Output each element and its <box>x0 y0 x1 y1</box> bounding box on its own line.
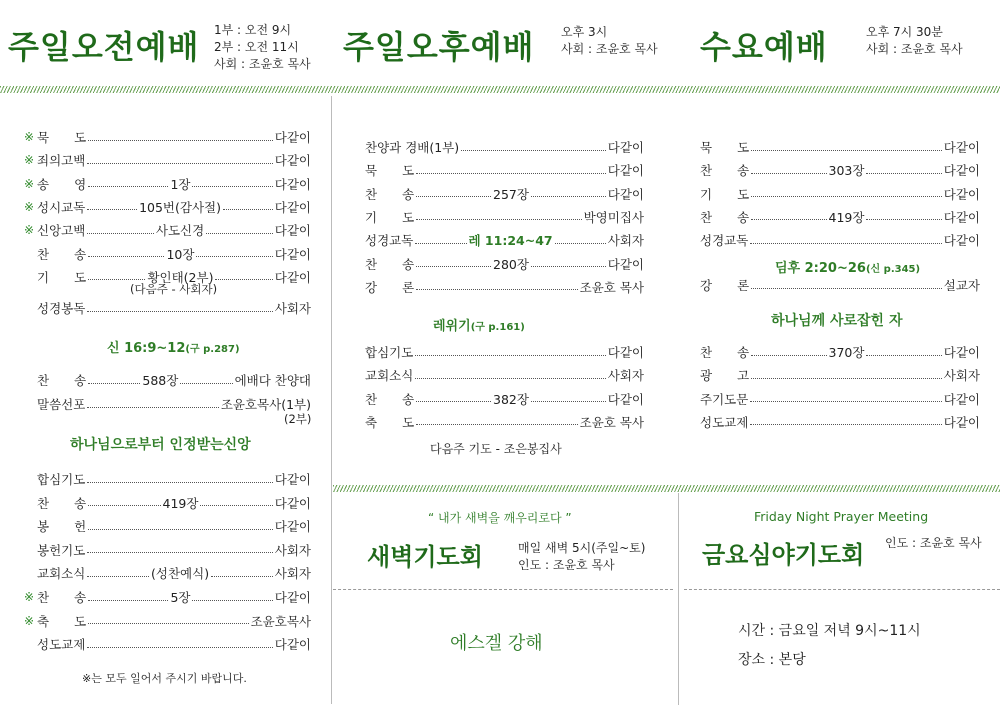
dot-leader <box>416 173 606 174</box>
morning-sermon-title: 하나님으로부터 인정받는신앙 <box>70 437 251 453</box>
order-item-leader: 설교자 <box>943 278 980 293</box>
order-item-label: 강 론 <box>700 278 750 293</box>
afternoon-sermon-ref: (구 p.161) <box>470 322 525 333</box>
afternoon-info-line: 오후 3시 <box>561 25 608 39</box>
order-item-label: 찬 송 <box>37 373 87 388</box>
wednesday-scripture-text: 딤후 2:20~26 <box>775 261 866 276</box>
afternoon-next-prayer: 다음주 기도 - 조은봉집사 <box>430 442 562 456</box>
standing-mark: ※ <box>24 199 35 214</box>
order-item-label: 성경교독 <box>365 233 414 249</box>
order-row <box>700 207 980 227</box>
order-item-leader: 다같이 <box>943 345 981 360</box>
order-item-label: 기 도 <box>365 209 415 225</box>
standing-mark: ※ <box>24 130 35 144</box>
order-row <box>700 342 980 362</box>
order-item-label: 말씀선포 <box>37 397 86 412</box>
order-item-detail: 419장 <box>162 495 199 511</box>
dot-leader <box>750 424 941 425</box>
order-item-label: 성도교제 <box>700 414 749 430</box>
order-item-leader: 다같이 <box>607 140 644 155</box>
order-item-leader: 다같이 <box>607 345 644 360</box>
order-row <box>24 244 311 264</box>
order-item-leader: 다같이 <box>607 391 645 407</box>
order-row <box>365 389 644 409</box>
order-item-leader: 다같이 <box>274 519 311 535</box>
morning-service-info <box>214 22 311 73</box>
order-item-label: 찬 송 <box>365 256 415 272</box>
order-row <box>700 230 980 250</box>
order-row <box>365 230 644 250</box>
order-item-label: 교회소식 <box>37 566 86 582</box>
order-item-leader: 조윤호목사 <box>250 613 311 629</box>
dot-leader <box>750 401 941 402</box>
order-row <box>365 137 644 157</box>
order-item-leader: 조윤호 목사 <box>579 279 644 295</box>
order-row <box>24 394 311 414</box>
order-item-leader: 다같이 <box>274 223 312 239</box>
dot-leader <box>555 243 606 244</box>
morning-info-line: 1부 : 오전 9시 <box>214 23 292 37</box>
order-row <box>365 254 644 274</box>
order-item-leader: 사회자 <box>607 368 644 384</box>
order-item-leader: 사회자 <box>607 233 645 249</box>
wednesday-info-line: 오후 7시 30분 <box>866 25 943 39</box>
dot-leader <box>87 647 272 648</box>
order-row <box>24 611 311 631</box>
order-item-label: 신앙고백 <box>37 223 86 239</box>
order-row <box>24 197 311 217</box>
order-item-leader: 다같이 <box>274 472 311 487</box>
header-divider <box>0 86 1000 93</box>
afternoon-service-title: 주일오후예배 <box>343 28 535 66</box>
second-service-note: (2부) <box>284 412 312 426</box>
morning-scripture-ref: (구 p.287) <box>185 344 240 355</box>
dot-leader <box>88 600 168 601</box>
order-row <box>700 137 980 157</box>
dot-leader <box>87 552 272 553</box>
afternoon-sermon-title: 레위기 <box>433 319 471 334</box>
order-row <box>24 516 311 536</box>
order-item-label: 찬 송 <box>365 186 415 202</box>
dot-leader <box>215 279 272 280</box>
dot-leader <box>415 243 466 244</box>
order-item-label: 찬 송 <box>700 209 750 225</box>
order-row <box>24 174 311 194</box>
order-item-label: 봉헌기도 <box>37 542 86 558</box>
dot-leader <box>531 401 606 402</box>
dot-leader <box>87 233 154 234</box>
order-row <box>24 540 311 560</box>
order-row <box>24 493 311 513</box>
dot-leader <box>87 482 272 483</box>
order-item-label: 교회소식 <box>365 368 414 384</box>
order-item-leader: 사회자 <box>274 301 311 316</box>
order-item-label: 묵 도 <box>700 140 750 155</box>
order-item-leader: 다같이 <box>274 199 311 215</box>
dot-leader <box>531 266 606 267</box>
morning-info-line: 사회 : 조윤호 목사 <box>214 57 311 71</box>
friday-prayer-title: 금요심야기도회 <box>702 541 865 569</box>
order-item-detail: 10장 <box>166 246 195 262</box>
order-row <box>24 150 311 170</box>
dot-leader <box>416 289 577 290</box>
order-item-leader: 다같이 <box>274 637 311 653</box>
bottom-divider <box>333 485 1000 492</box>
order-row <box>24 563 311 583</box>
standing-mark: ※ <box>24 153 35 168</box>
friday-leader: 인도 : 조윤호 목사 <box>885 536 982 550</box>
dot-leader <box>416 424 577 425</box>
order-item-leader: 박영미집사 <box>583 209 644 225</box>
order-item-label: 기 도 <box>37 269 87 285</box>
order-row <box>24 220 311 240</box>
order-item-label: 축 도 <box>365 414 415 430</box>
order-item-leader: 다같이 <box>274 495 312 511</box>
dot-leader <box>531 196 606 197</box>
order-item-leader: 조윤호목사(1부) <box>220 397 311 412</box>
dawn-info-line: 매일 새벽 5시(주일~토) <box>518 541 646 555</box>
afternoon-service-info <box>561 24 658 58</box>
order-item-detail: 사도신경 <box>155 223 205 239</box>
order-item-leader: 사회자 <box>274 566 312 582</box>
order-item-leader: 다같이 <box>274 176 312 192</box>
dot-leader <box>88 140 273 141</box>
order-row <box>24 127 311 147</box>
afternoon-info-line: 사회 : 조윤호 목사 <box>561 42 658 56</box>
order-item-detail: 280장 <box>493 256 529 272</box>
order-item-leader: 다같이 <box>607 163 644 179</box>
dot-leader <box>88 256 164 257</box>
wednesday-scripture-ref: (신 p.345) <box>865 264 921 275</box>
friday-subtitle: Friday Night Prayer Meeting <box>754 509 929 524</box>
wednesday-info-line: 사회 : 조윤호 목사 <box>866 42 963 56</box>
order-item-leader: 다같이 <box>607 256 645 272</box>
dot-leader <box>751 196 942 197</box>
friday-time: 시간 : 금요일 저녁 9시~11시 <box>738 623 921 639</box>
dot-leader <box>751 355 826 356</box>
order-item-label: 성경교독 <box>700 233 749 249</box>
morning-scripture <box>107 337 240 356</box>
dot-leader <box>416 266 491 267</box>
order-item-leader: 다같이 <box>274 130 311 145</box>
dot-leader <box>200 505 272 506</box>
dot-leader <box>88 505 160 506</box>
order-row <box>365 412 644 432</box>
friday-dashed-divider <box>684 589 1000 590</box>
dawn-prayer-info <box>518 540 645 574</box>
dot-leader <box>206 233 273 234</box>
order-item-detail: 370장 <box>828 345 865 360</box>
order-item-leader: 다같이 <box>943 414 980 430</box>
order-item-detail: 105번(감사절) <box>139 199 221 215</box>
standing-footnote: ※는 모두 일어서 주시기 바랍니다. <box>82 672 247 685</box>
order-row <box>24 370 311 390</box>
dot-leader <box>415 378 605 379</box>
order-row <box>24 298 311 318</box>
order-row <box>365 160 644 180</box>
morning-info-line: 2부 : 오전 11시 <box>214 40 299 54</box>
dawn-quote: “ 내가 새벽을 깨우리로다 ” <box>428 511 572 525</box>
order-item-detail: 419장 <box>828 209 865 225</box>
order-item-label: 성경봉독 <box>37 301 86 316</box>
order-item-leader: 다같이 <box>943 186 980 202</box>
order-item-leader: 다같이 <box>943 391 980 407</box>
dawn-info-line: 인도 : 조윤호 목사 <box>518 558 615 572</box>
dot-leader <box>88 529 273 530</box>
order-item-label: 광 고 <box>700 368 750 384</box>
order-item-label: 합심기도 <box>365 345 414 360</box>
dot-leader <box>87 209 137 210</box>
order-item-label: 묵 도 <box>37 130 87 145</box>
order-row <box>365 277 644 297</box>
order-item-detail: 382장 <box>493 391 529 407</box>
order-item-leader: 다같이 <box>274 590 312 605</box>
dawn-dashed-divider <box>333 589 673 590</box>
order-item-leader: 다같이 <box>274 246 311 262</box>
order-row <box>365 184 644 204</box>
order-item-label: 주기도문 <box>700 391 749 407</box>
order-row <box>700 275 980 295</box>
dot-leader <box>87 576 149 577</box>
dawn-prayer-title: 새벽기도회 <box>367 543 483 571</box>
dot-leader <box>87 311 272 312</box>
dot-leader <box>416 401 491 402</box>
column-divider-left <box>331 96 332 704</box>
order-item-leader: 다같이 <box>274 269 311 285</box>
dot-leader <box>751 219 826 220</box>
dot-leader <box>750 243 941 244</box>
wednesday-sermon-title: 하나님께 사로잡힌 자 <box>771 313 903 329</box>
order-item-leader: 다같이 <box>943 209 981 225</box>
order-row <box>24 587 311 607</box>
order-item-detail: (성찬예식) <box>151 566 210 582</box>
morning-scripture-text: 신 16:9~12 <box>107 341 186 356</box>
dot-leader <box>192 600 272 601</box>
order-item-label: 죄의고백 <box>37 153 86 169</box>
order-item-label: 봉 헌 <box>37 519 87 535</box>
dot-leader <box>751 150 942 151</box>
dot-leader <box>751 288 942 289</box>
order-item-label: 합심기도 <box>37 472 86 487</box>
order-row <box>700 389 980 409</box>
dawn-topic: 에스겔 강해 <box>450 633 543 654</box>
order-item-leader: 사회자 <box>274 542 311 558</box>
order-item-label: 찬 송 <box>700 345 750 360</box>
order-item-label: 기 도 <box>700 186 750 202</box>
order-item-leader: 사회자 <box>943 368 980 384</box>
dot-leader <box>87 163 272 164</box>
order-row <box>24 634 311 654</box>
prayer-next-note: (다음주 - 사회자) <box>130 282 218 296</box>
order-row <box>700 160 980 180</box>
column-divider-bottom <box>678 493 679 705</box>
order-item-leader: 다같이 <box>274 153 311 169</box>
order-item-label: 송 영 <box>37 176 87 192</box>
order-item-detail: 588장 <box>142 373 179 388</box>
order-item-label: 찬 송 <box>365 391 415 407</box>
order-row <box>24 469 311 489</box>
dot-leader <box>192 186 272 187</box>
order-row <box>365 207 644 227</box>
order-item-label: 찬양과 경배(1부) <box>365 140 460 155</box>
dot-leader <box>88 186 168 187</box>
afternoon-sermon <box>433 315 525 334</box>
morning-service-title: 주일오전예배 <box>8 28 200 66</box>
order-item-leader: 다같이 <box>943 233 980 249</box>
dot-leader <box>866 219 941 220</box>
dot-leader <box>416 219 581 220</box>
dot-leader <box>415 355 605 356</box>
dot-leader <box>88 623 248 624</box>
order-row <box>700 365 980 385</box>
friday-place: 장소 : 본당 <box>738 652 806 668</box>
order-item-leader: 에배다 찬양대 <box>234 373 311 388</box>
dot-leader <box>461 150 606 151</box>
standing-mark: ※ <box>24 590 35 604</box>
order-item-detail: 257장 <box>493 186 529 202</box>
standing-mark: ※ <box>24 223 35 238</box>
dot-leader <box>416 196 491 197</box>
order-item-label: 성도교제 <box>37 637 86 653</box>
order-item-label: 묵 도 <box>365 163 415 179</box>
dot-leader <box>866 173 941 174</box>
dot-leader <box>751 173 826 174</box>
dot-leader <box>751 378 942 379</box>
order-item-detail: 303장 <box>828 163 865 179</box>
order-item-detail: 황인태(2부) <box>147 269 214 285</box>
order-row <box>700 412 980 432</box>
dot-leader <box>866 355 941 356</box>
order-item-detail: 1장 <box>170 176 191 192</box>
wednesday-service-info <box>866 24 963 58</box>
dot-leader <box>211 576 273 577</box>
order-item-leader: 다같이 <box>943 163 981 179</box>
order-row <box>700 184 980 204</box>
order-item-label: 찬 송 <box>37 590 87 605</box>
order-item-label: 찬 송 <box>700 163 750 179</box>
order-item-label: 성시교독 <box>37 199 86 215</box>
dot-leader <box>180 383 232 384</box>
dot-leader <box>87 407 219 408</box>
wednesday-scripture <box>775 257 920 276</box>
order-item-label: 축 도 <box>37 613 87 629</box>
order-row <box>365 365 644 385</box>
order-item-leader: 다같이 <box>607 186 645 202</box>
standing-mark: ※ <box>24 176 35 191</box>
wednesday-service-title: 수요예배 <box>700 28 828 66</box>
order-item-detail: 레 11:24~47 <box>468 233 553 249</box>
order-item-leader: 다같이 <box>943 140 980 155</box>
dot-leader <box>223 209 273 210</box>
order-item-detail: 5장 <box>170 590 191 605</box>
order-item-label: 강 론 <box>365 279 415 295</box>
dot-leader <box>88 383 140 384</box>
dot-leader <box>196 256 272 257</box>
order-item-label: 찬 송 <box>37 246 87 262</box>
order-row <box>365 342 644 362</box>
order-item-leader: 조윤호 목사 <box>579 414 644 430</box>
order-item-label: 찬 송 <box>37 495 87 511</box>
standing-mark: ※ <box>24 613 35 628</box>
